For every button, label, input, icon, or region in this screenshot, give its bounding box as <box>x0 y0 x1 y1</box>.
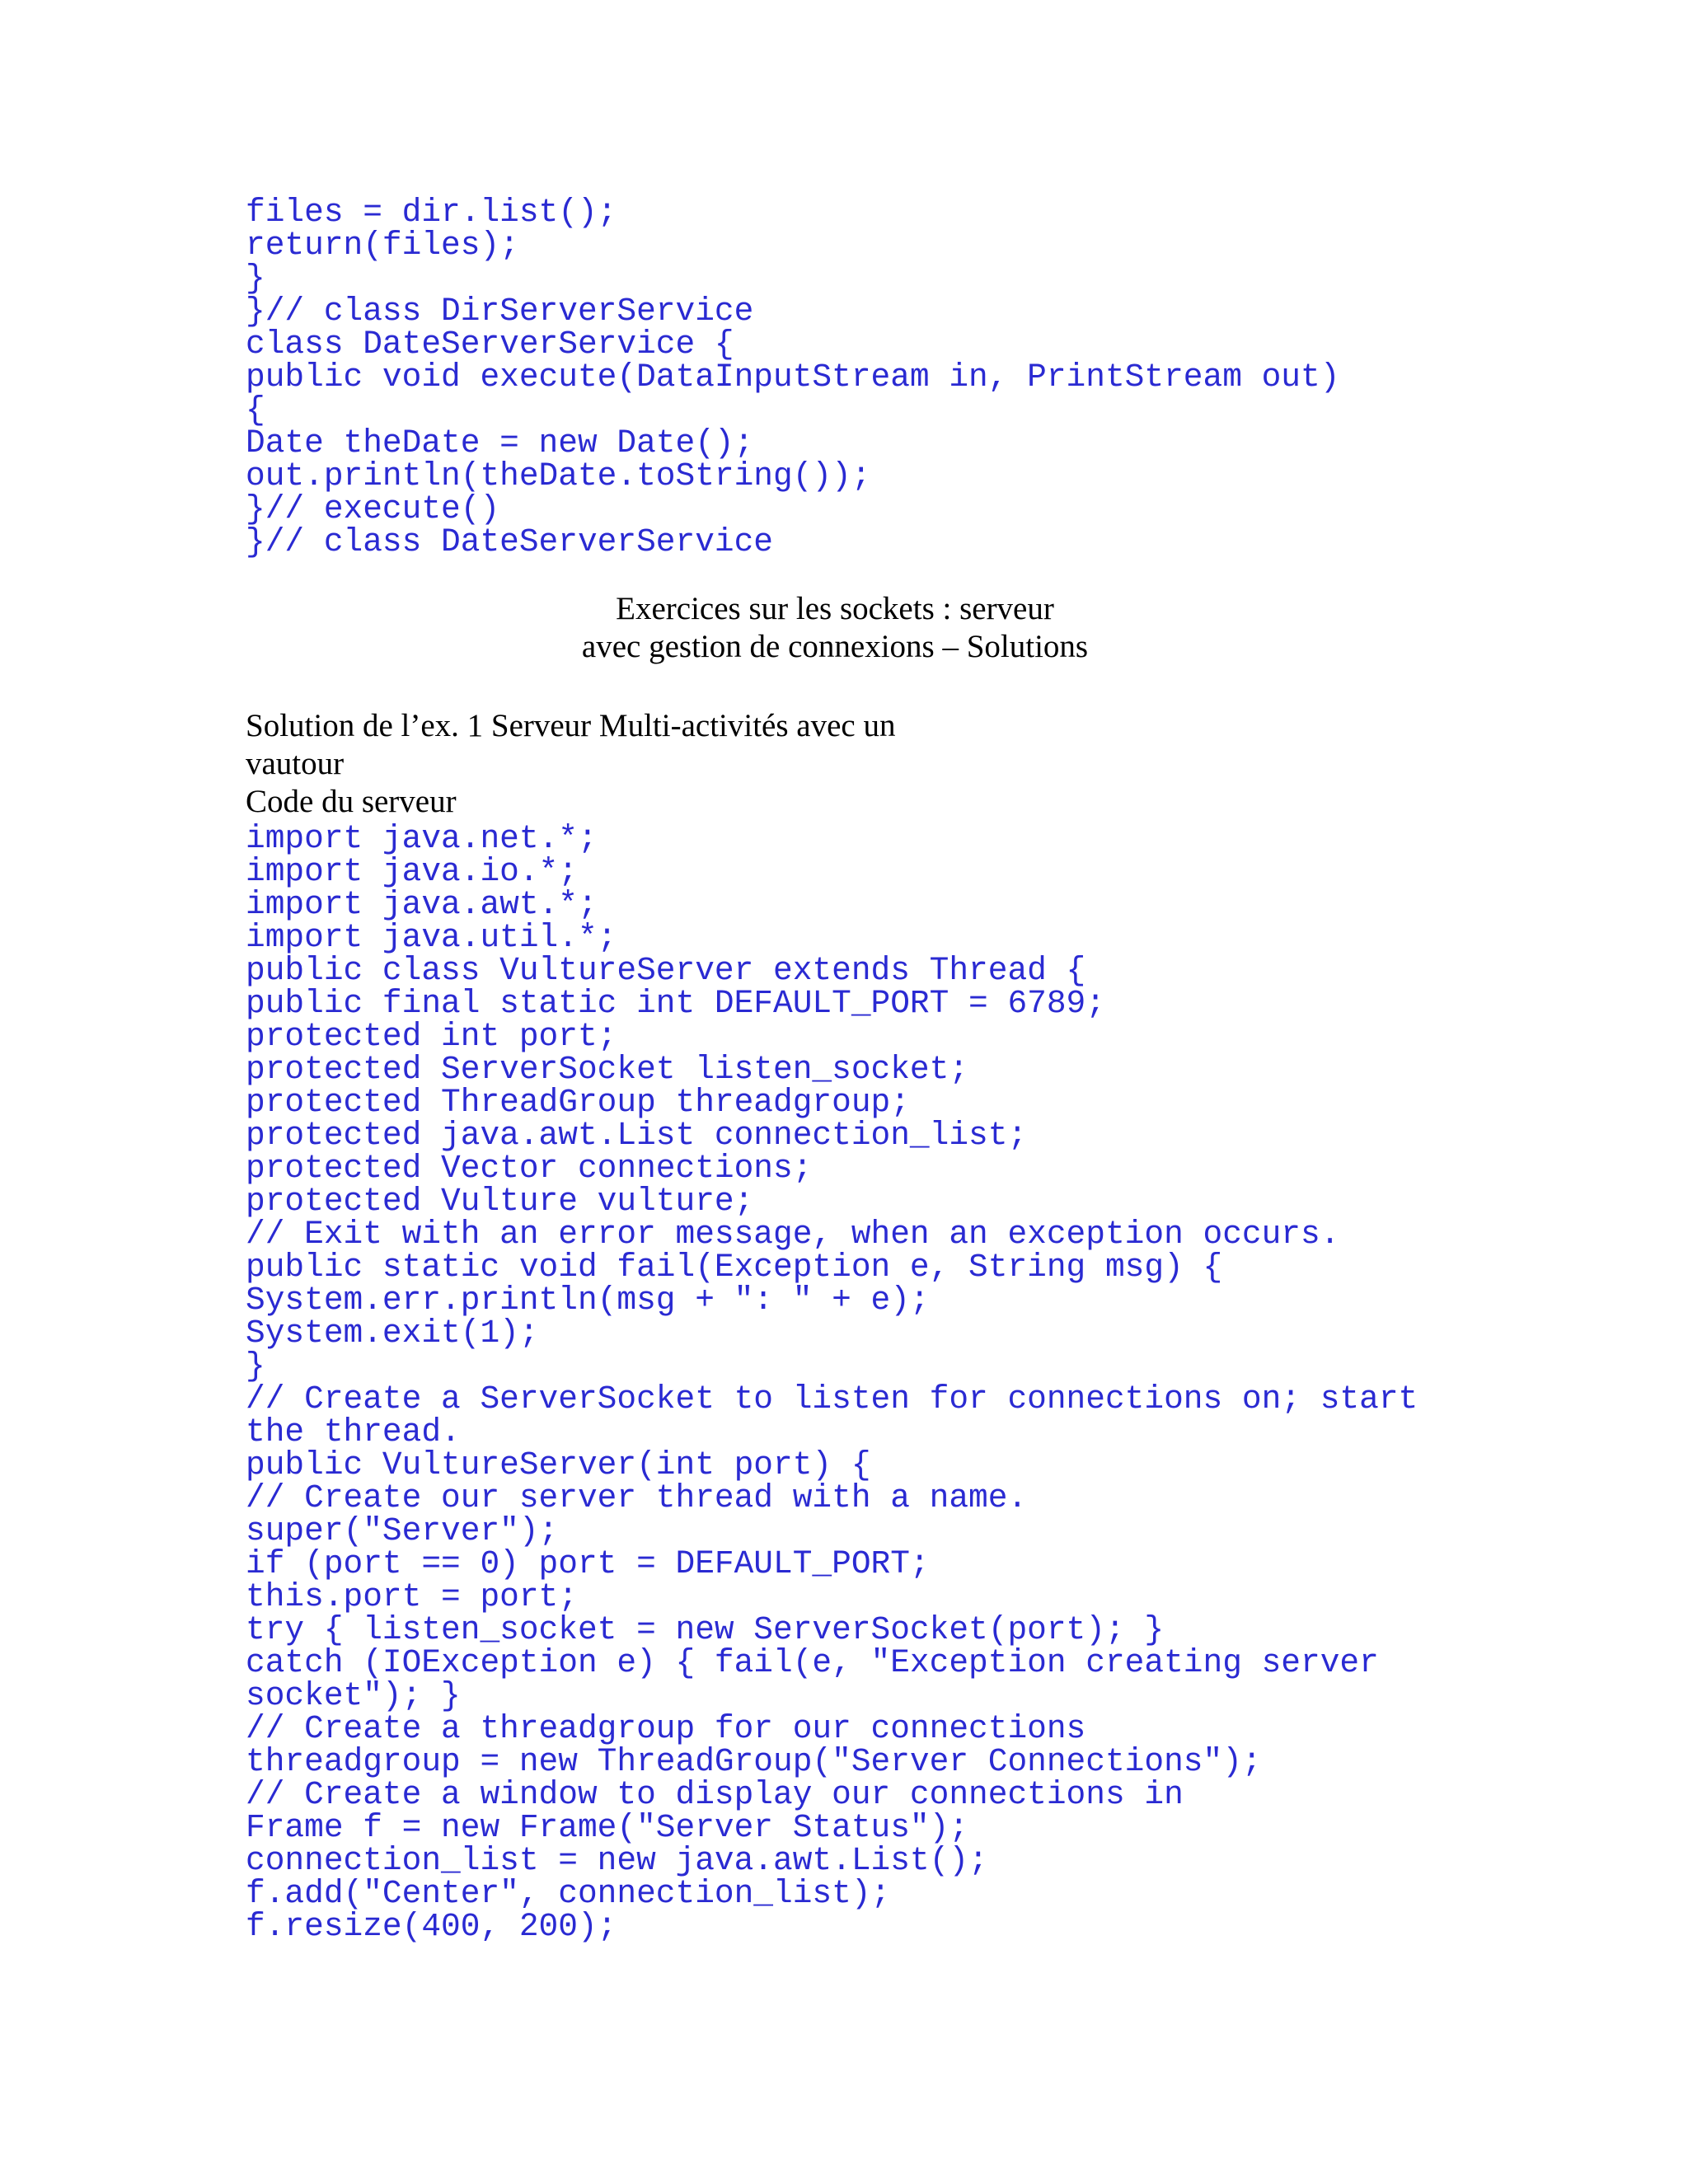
code-line: // Create our server thread with a name. <box>246 1479 1028 1516</box>
code-line: // Create a threadgroup for our connections <box>246 1710 1086 1747</box>
code-line: connection_list = new java.awt.List(); <box>246 1842 988 1879</box>
code-line: return(files); <box>246 227 519 264</box>
code-line: out.println(theDate.toString()); <box>246 457 871 494</box>
code-line: if (port == 0) port = DEFAULT_PORT; <box>246 1545 930 1582</box>
code-line: import java.awt.*; <box>246 886 598 923</box>
code-line: import java.util.*; <box>246 919 617 956</box>
intro-line-3: Code du serveur <box>246 784 457 819</box>
code-line: public class VultureServer extends Thread { <box>246 952 1086 989</box>
intro-line-2: vautour <box>246 746 345 781</box>
code-line: // Create a ServerSocket to listen for connections on; start <box>246 1380 1418 1418</box>
code-line: f.add("Center", connection_list); <box>246 1875 891 1912</box>
code-block-main <box>246 820 1418 1945</box>
heading-line-1: Exercices sur les sockets : serveur <box>616 591 1054 626</box>
code-line: threadgroup = new ThreadGroup("Server Connections"); <box>246 1743 1262 1780</box>
code-line: } <box>246 260 265 297</box>
code-block-top <box>246 196 1339 559</box>
code-line: } <box>246 1347 265 1385</box>
code-line: System.err.println(msg + ": " + e); <box>246 1282 930 1319</box>
code-line: { <box>246 391 265 429</box>
code-line: }// class DirServerService <box>246 293 754 330</box>
code-line: protected Vulture vulture; <box>246 1183 754 1220</box>
intro-line-1: Solution de l’ex. 1 Serveur Multi-activités avec un <box>246 708 896 743</box>
code-line: protected java.awt.List connection_list; <box>246 1117 1028 1154</box>
code-line: files = dir.list(); <box>246 194 617 231</box>
code-line: socket"); } <box>246 1677 461 1714</box>
code-line: import java.net.*; <box>246 820 598 857</box>
code-line: }// class DateServerService <box>246 523 774 560</box>
code-line: }// execute() <box>246 490 500 527</box>
code-line: Date theDate = new Date(); <box>246 424 754 462</box>
code-line: public static void fail(Exception e, String msg) { <box>246 1249 1223 1286</box>
code-line: the thread. <box>246 1413 461 1451</box>
heading-line-2: avec gestion de connexions – Solutions <box>581 629 1089 664</box>
code-line: super("Server"); <box>246 1512 559 1549</box>
code-line: protected int port; <box>246 1018 617 1055</box>
code-line: protected ServerSocket listen_socket; <box>246 1051 969 1088</box>
code-line: public final static int DEFAULT_PORT = 6789; <box>246 985 1105 1022</box>
code-line: System.exit(1); <box>246 1315 539 1352</box>
code-line: protected Vector connections; <box>246 1150 813 1187</box>
section-heading <box>246 590 1424 666</box>
code-line: this.port = port; <box>246 1578 578 1615</box>
code-line: import java.io.*; <box>246 853 578 890</box>
code-line: try { listen_socket = new ServerSocket(port); } <box>246 1611 1165 1648</box>
solution-intro <box>246 707 895 821</box>
code-line: Frame f = new Frame("Server Status"); <box>246 1809 969 1846</box>
code-line: public void execute(DataInputStream in, PrintStream out) <box>246 359 1340 396</box>
code-line: f.resize(400, 200); <box>246 1908 617 1945</box>
code-line: catch (IOException e) { fail(e, "Exception creating server <box>246 1644 1379 1681</box>
code-line: protected ThreadGroup threadgroup; <box>246 1084 910 1121</box>
code-line: // Exit with an error message, when an exception occurs. <box>246 1216 1340 1253</box>
code-line: class DateServerService { <box>246 326 734 363</box>
code-line: public VultureServer(int port) { <box>246 1446 871 1483</box>
code-line: // Create a window to display our connections in <box>246 1776 1184 1813</box>
